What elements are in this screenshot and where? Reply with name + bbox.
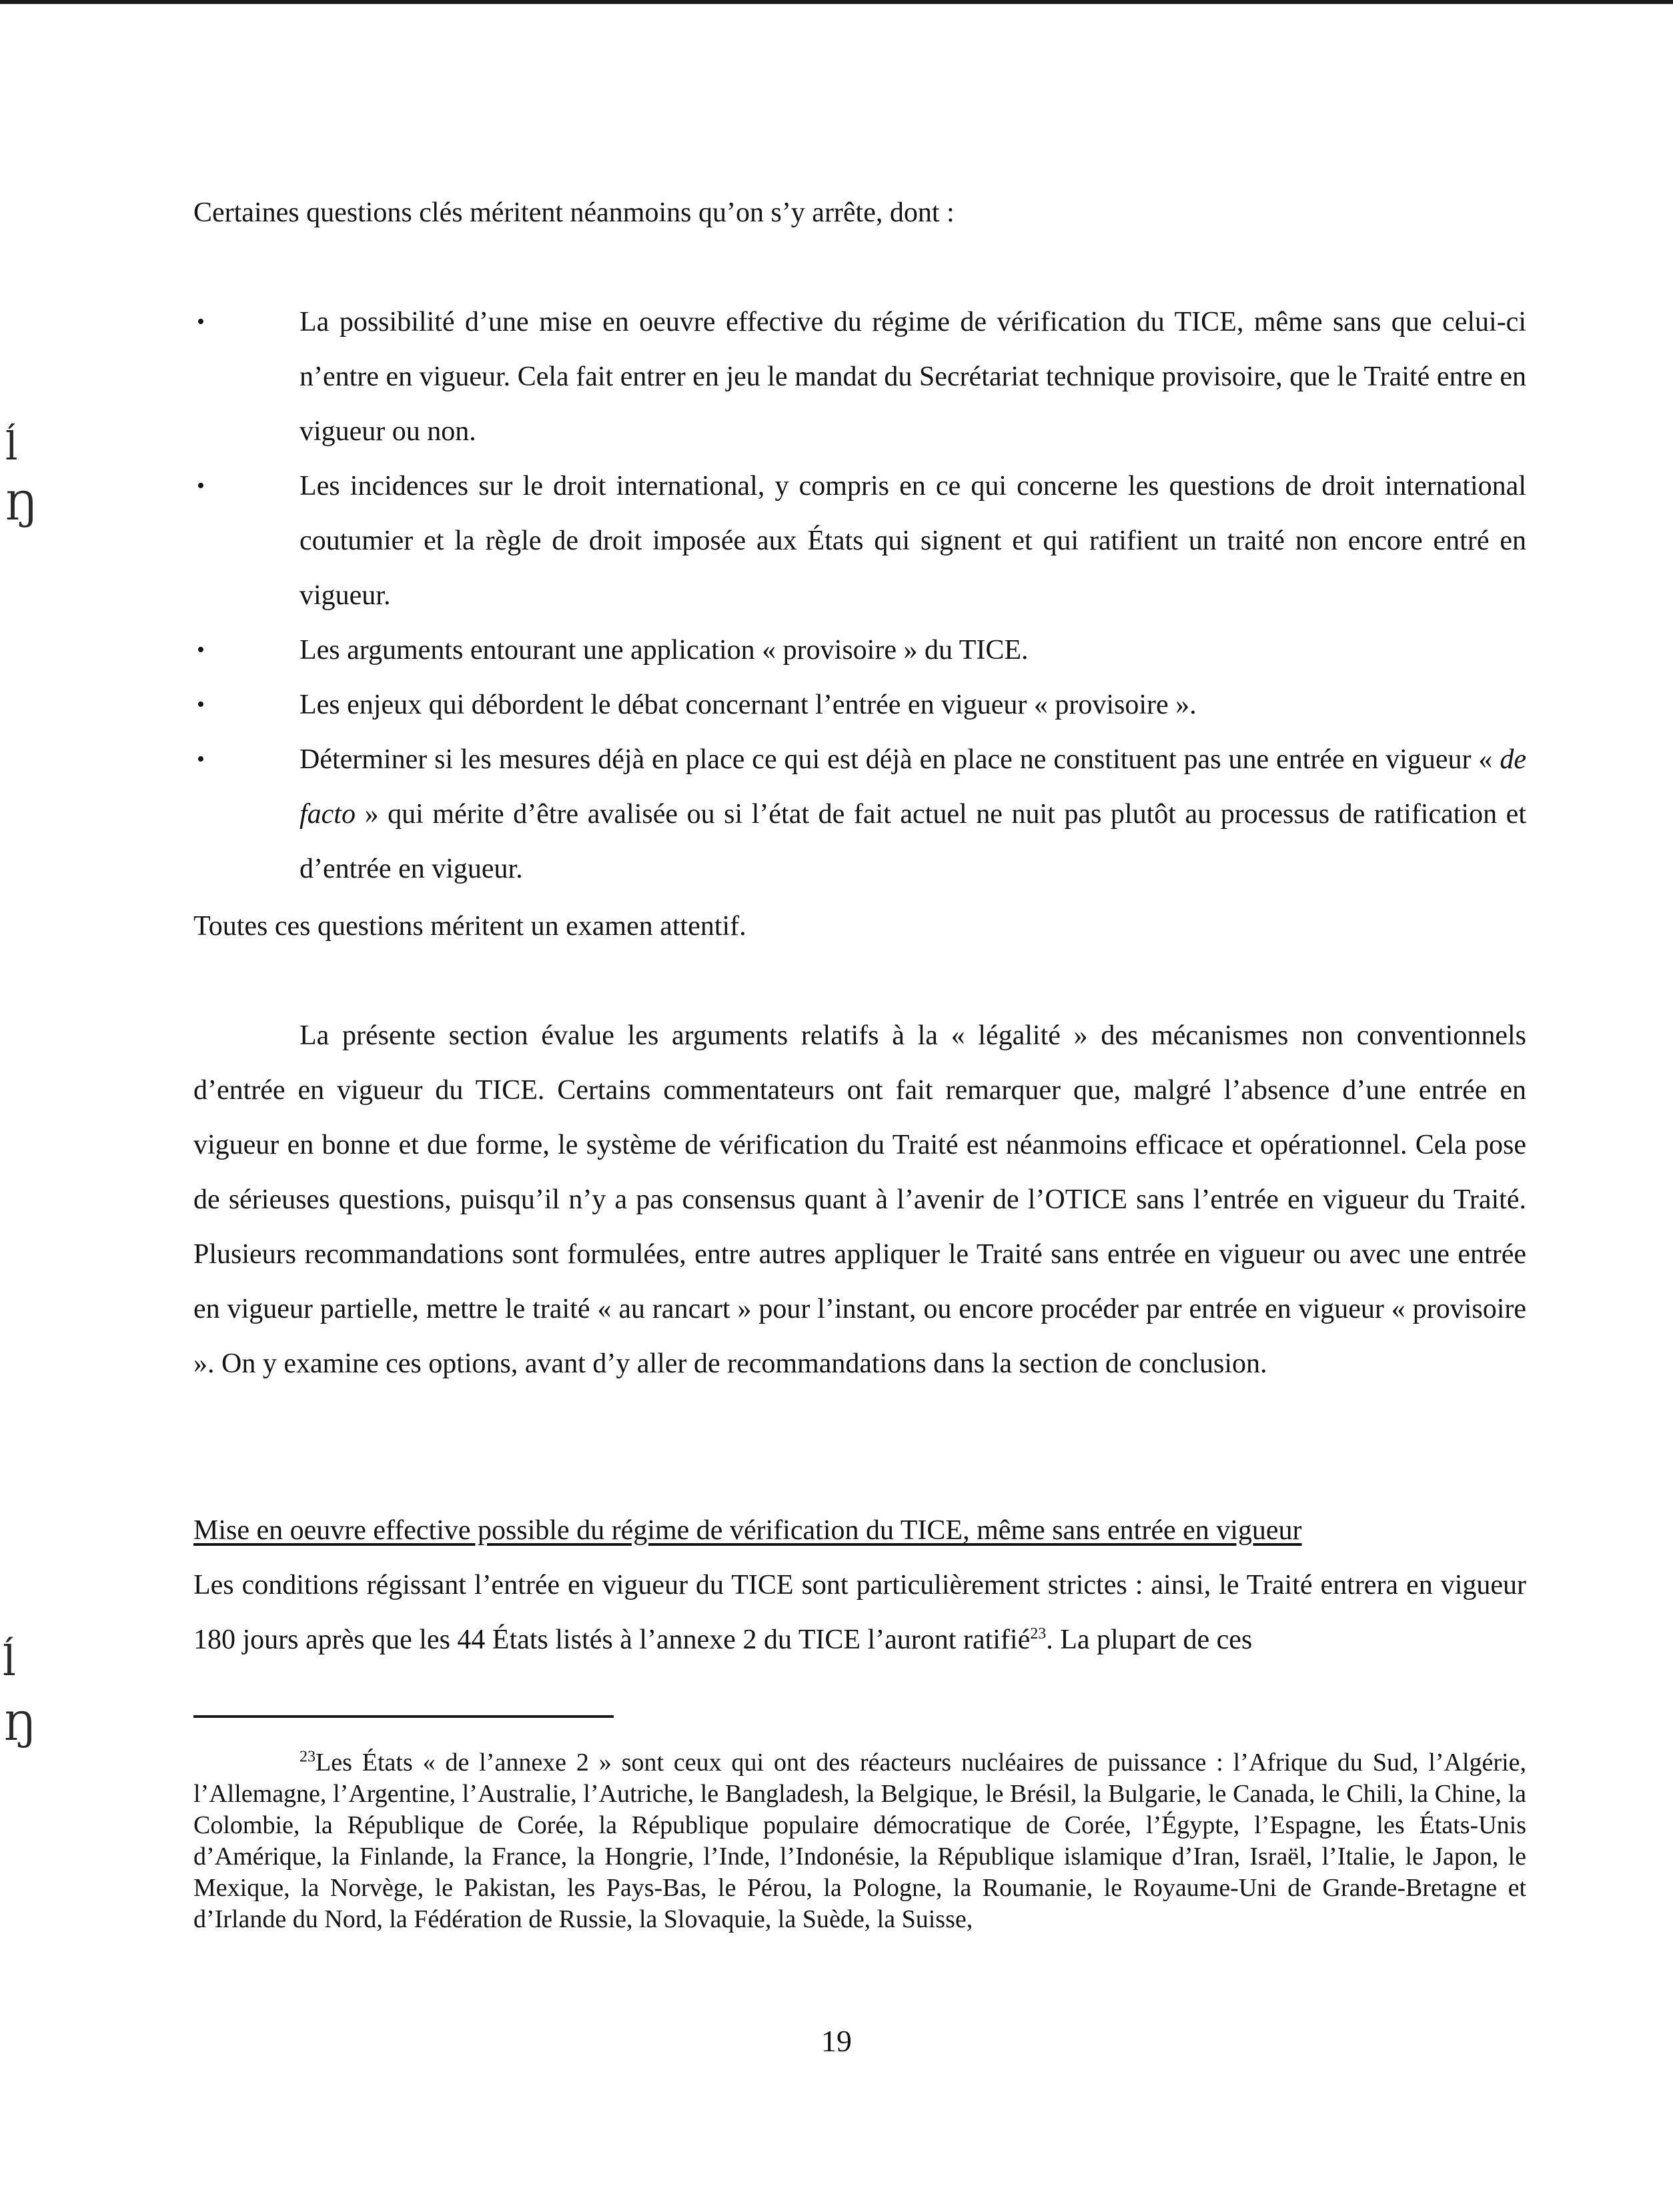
bullet-item: • Les enjeux qui débordent le débat concernant l’entrée en vigueur « provisoire ». — [193, 678, 1526, 732]
margin-scan-mark: Ŋ — [4, 1704, 37, 1749]
footnote — [193, 1747, 1526, 1935]
margin-scan-mark: ĺ — [3, 1636, 16, 1685]
conditions-tail: . La plupart de ces — [1046, 1624, 1253, 1655]
conditions-paragraph — [193, 1558, 1526, 1667]
bullet-item — [193, 732, 1526, 896]
footnote-separator — [193, 1715, 614, 1718]
page-number: 19 — [821, 2024, 852, 2058]
margin-scan-mark: Ŋ — [5, 483, 38, 529]
conditions-text: Les conditions régissant l’entrée en vigueur du TICE sont particulièrement strictes : ainsi, le Traité entrera en vigueur 180 jours après que les 44 États listés à l’annexe 2 du TICE l’auront ratifié — [193, 1570, 1526, 1655]
page-top-border — [0, 0, 1673, 4]
section-subheading: Mise en oeuvre effective possible du régime de vérification du TICE, même sans entrée en vigueur — [193, 1515, 1302, 1546]
intro-paragraph: Certaines questions clés méritent néanmoins qu’on s’y arrête, dont : — [193, 197, 955, 228]
footnote-reference: 23 — [1030, 1625, 1047, 1642]
section-paragraph: La présente section évalue les arguments relatifs à la « légalité » des mécanismes non conventionnels d’entrée en vigueur du TICE. Certains commentateurs ont fait remarquer que, malgré l’absence d’une entrée en vigueur en bonne et due forme, le système de vérification du Traité est néanmoins efficace et opérationnel. Cela pose de sérieuses questions, puisqu’il n’y a pas consensus quant à l’avenir de l’OTICE sans l’entrée en vigueur du Traité. Plusieurs recommandations sont formulées, entre autres appliquer le Traité sans entrée en vigueur ou avec une entrée en vigueur partielle, mettre le traité « au rancart » pour l’instant, ou encore procéder par entrée en vigueur « provisoire ». On y examine ces options, avant d’y aller de recommandations dans la section de conclusion. — [193, 1020, 1526, 1379]
bullet-text-after: » qui mérite d’être avalisée ou si l’état de fait actuel ne nuit pas plutôt au processus de ratification et d’entrée en vigueur. — [300, 799, 1526, 884]
bullet-text-italic: de facto — [300, 744, 1526, 830]
margin-scan-mark: ĺ — [5, 423, 18, 469]
footnote-number: 23 — [300, 1748, 316, 1766]
bullet-item: • Les arguments entourant une application « provisoire » du TICE. — [193, 623, 1526, 678]
bullet-item: • La possibilité d’une mise en oeuvre effective du régime de vérification du TICE, même sans que celui-ci n’entre en vigueur. Cela fait entrer en jeu le mandat du Secrétariat technique provisoire, que le Traité entre en vigueur ou non. — [193, 295, 1526, 459]
bullet-text-before: Déterminer si les mesures déjà en place ce qui est déjà en place ne constituent pas une entrée en vigueur « — [300, 744, 1500, 775]
bullet-item: • Les incidences sur le droit international, y compris en ce qui concerne les questions de droit international coutumier et la règle de droit imposée aux États qui signent et qui ratifient un traité non encore entré en vigueur. — [193, 459, 1526, 623]
summary-paragraph: Toutes ces questions méritent un examen attentif. — [193, 911, 746, 942]
footnote-text: Les États « de l’annexe 2 » sont ceux qui ont des réacteurs nucléaires de puissance : l’Afrique du Sud, l’Algérie, l’Allemagne, l’Argentine, l’Australie, l’Autriche, le Bangladesh, la Belgique, le Brésil, la Bulgarie, le Canada, le Chili, la Chine, la Colombie, la République de Corée, la République populaire démocratique de Corée, l’Égypte, l’Espagne, les États-Unis d’Amérique, la Finlande, la France, la Hongrie, l’Inde, l’Indonésie, la République islamique d’Iran, Israël, l’Italie, le Japon, le Mexique, la Norvège, le Pakistan, les Pays-Bas, le Pérou, la Pologne, la Roumanie, le Royaume-Uni de Grande-Bretagne et d’Irlande du Nord, la Fédération de Russie, la Slovaquie, la Suède, la Suisse, — [193, 1749, 1526, 1933]
key-questions-list — [193, 295, 1526, 896]
